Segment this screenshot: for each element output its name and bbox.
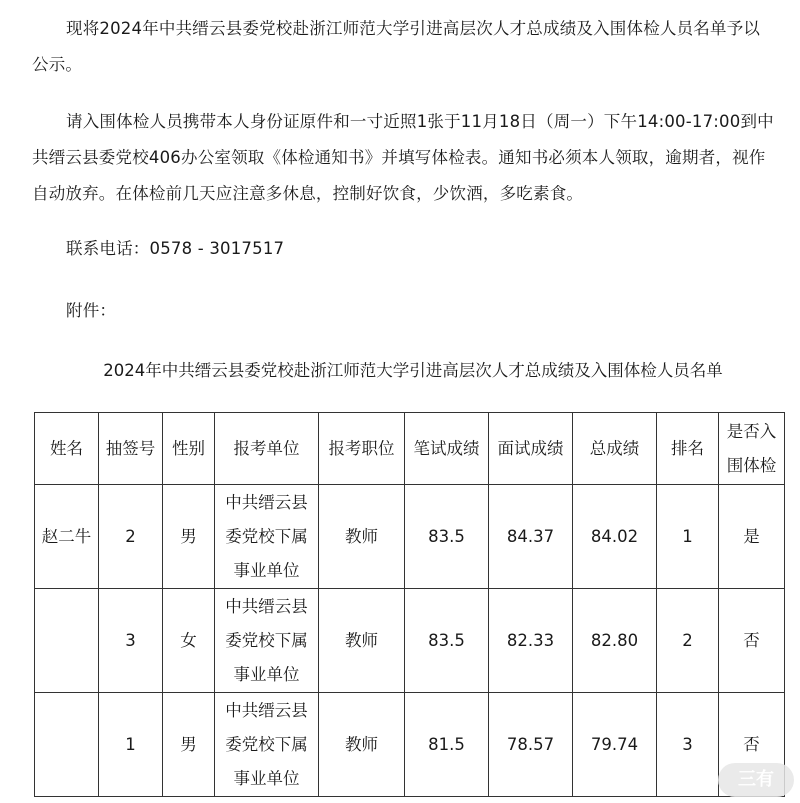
table-row — [35, 693, 785, 797]
header-position: 报考职位 — [319, 413, 405, 485]
cell-interview-score: 82.33 — [489, 589, 573, 693]
header-draw-number: 抽签号 — [99, 413, 163, 485]
cell-rank: 2 — [657, 589, 719, 693]
cell-position: 教师 — [319, 693, 405, 797]
cell-name — [35, 693, 99, 797]
cell-total-score: 84.02 — [573, 485, 657, 589]
header-unit: 报考单位 — [215, 413, 319, 485]
header-written-score: 笔试成绩 — [405, 413, 489, 485]
cell-total-score: 82.80 — [573, 589, 657, 693]
cell-written-score: 81.5 — [405, 693, 489, 797]
attachment-label: 附件： — [66, 301, 117, 320]
instructions-paragraph: 请入围体检人员携带本人身份证原件和一寸近照1张于11月18日（周一）下午14:00-17:00到中共缙云县委党校406办公室领取《体检通知书》并填写体检表。通知书必须本人领取，逾期者，视作自动放弃。在体检前几天应注意多休息，控制好饮食，少饮酒，多吃素食。 — [32, 112, 774, 203]
watermark-logo: 三有 — [718, 763, 794, 797]
cell-rank: 3 — [657, 693, 719, 797]
cell-gender: 男 — [163, 693, 215, 797]
table-title: 2024年中共缙云县委党校赴浙江师范大学引进高层次人才总成绩及入围体检人员名单 — [103, 361, 723, 380]
header-rank: 排名 — [657, 413, 719, 485]
cell-written-score: 83.5 — [405, 485, 489, 589]
cell-interview-score: 84.37 — [489, 485, 573, 589]
cell-shortlisted: 否 — [719, 693, 785, 797]
table-row — [35, 485, 785, 589]
cell-total-score: 79.74 — [573, 693, 657, 797]
table-header-row — [35, 413, 785, 485]
cell-draw-number: 2 — [99, 485, 163, 589]
cell-written-score: 83.5 — [405, 589, 489, 693]
cell-unit: 中共缙云县委党校下属事业单位 — [215, 693, 319, 797]
cell-unit: 中共缙云县委党校下属事业单位 — [215, 485, 319, 589]
cell-interview-score: 78.57 — [489, 693, 573, 797]
header-gender: 性别 — [163, 413, 215, 485]
cell-gender: 男 — [163, 485, 215, 589]
table-row — [35, 589, 785, 693]
announcement-paragraph: 现将2024年中共缙云县委党校赴浙江师范大学引进高层次人才总成绩及入围体检人员名单予以公示。 — [32, 19, 761, 74]
header-total-score: 总成绩 — [573, 413, 657, 485]
header-name: 姓名 — [35, 413, 99, 485]
cell-draw-number: 1 — [99, 693, 163, 797]
cell-unit: 中共缙云县委党校下属事业单位 — [215, 589, 319, 693]
cell-name — [35, 589, 99, 693]
cell-rank: 1 — [657, 485, 719, 589]
cell-gender: 女 — [163, 589, 215, 693]
results-table — [34, 412, 785, 797]
cell-shortlisted: 否 — [719, 589, 785, 693]
header-shortlisted: 是否入围体检 — [719, 413, 785, 485]
header-interview-score: 面试成绩 — [489, 413, 573, 485]
cell-position: 教师 — [319, 485, 405, 589]
cell-name: 赵二牛 — [35, 485, 99, 589]
cell-position: 教师 — [319, 589, 405, 693]
contact-phone: 联系电话：0578 - 3017517 — [66, 239, 285, 258]
cell-draw-number: 3 — [99, 589, 163, 693]
cell-shortlisted: 是 — [719, 485, 785, 589]
